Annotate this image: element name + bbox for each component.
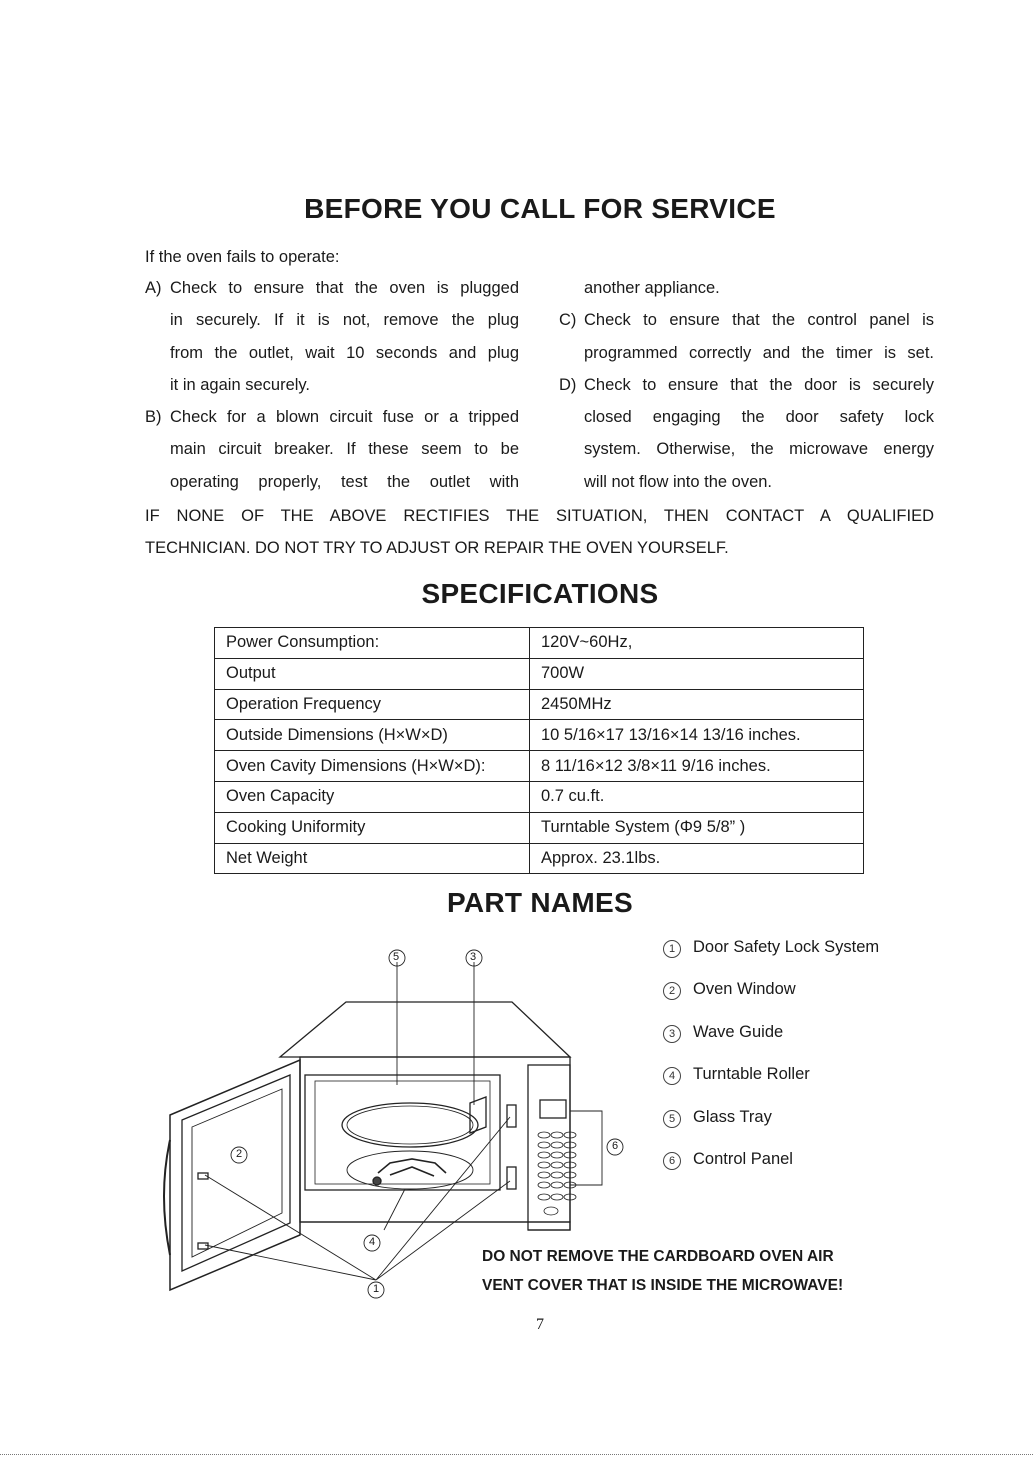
- intro-text: If the oven fails to operate:: [145, 248, 340, 266]
- item-line: from the outlet, wait 10 seconds and plug: [170, 343, 519, 362]
- part-names-legend: [663, 938, 879, 1192]
- table-row: [215, 812, 864, 843]
- spec-value: 2450MHz: [530, 689, 864, 720]
- item-line: system. Otherwise, the microwave energy: [584, 440, 934, 459]
- list-item: [663, 980, 879, 1022]
- spec-value: 120V~60Hz,: [530, 628, 864, 659]
- item-line: another appliance.: [584, 279, 720, 297]
- item-marker: D): [559, 375, 577, 394]
- item-line: main circuit breaker. If these seem to be: [170, 440, 519, 459]
- callout-label: 1: [373, 1283, 380, 1295]
- item-line: Check to ensure that the control panel is: [584, 311, 934, 330]
- spec-label: Net Weight: [215, 843, 530, 874]
- spec-label: Operation Frequency: [215, 689, 530, 720]
- specifications-title: SPECIFICATIONS: [421, 578, 659, 609]
- page-divider: [0, 1454, 1033, 1455]
- table-row: [215, 720, 864, 751]
- spec-label: Oven Cavity Dimensions (H×W×D):: [215, 751, 530, 782]
- item-line: programmed correctly and the timer is set.: [584, 343, 934, 362]
- callout-label: 4: [369, 1236, 376, 1248]
- item-line: Check to ensure that the oven is plugged: [170, 279, 519, 297]
- table-row: [215, 689, 864, 720]
- list-item: [145, 272, 519, 401]
- part-number: 3: [663, 1025, 681, 1043]
- list-item: [663, 1023, 879, 1065]
- item-line: will not flow into the oven.: [584, 472, 773, 491]
- item-line: it in again securely.: [170, 375, 311, 394]
- page-number: 7: [536, 1316, 544, 1333]
- list-item: [663, 1065, 879, 1107]
- item-marker: C): [559, 311, 577, 330]
- cardboard-notice: [482, 1242, 843, 1300]
- part-name: Control Panel: [693, 1149, 793, 1168]
- spec-value: 700W: [530, 658, 864, 689]
- list-item: [663, 1108, 879, 1150]
- part-name: Oven Window: [693, 980, 796, 999]
- part-number: 2: [663, 982, 681, 1000]
- part-number: 4: [663, 1067, 681, 1085]
- spec-label: Power Consumption:: [215, 628, 530, 659]
- spec-value: 10 5/16×17 13/16×14 13/16 inches.: [530, 720, 864, 751]
- spec-label: Output: [215, 658, 530, 689]
- item-line: operating properly, test the outlet with: [170, 472, 519, 491]
- table-row: [215, 751, 864, 782]
- callout-label: 5: [393, 951, 400, 963]
- list-item: [559, 304, 934, 369]
- table-row: [215, 658, 864, 689]
- spec-label: Cooking Uniformity: [215, 812, 530, 843]
- table-row: [215, 843, 864, 874]
- spec-label: Outside Dimensions (H×W×D): [215, 720, 530, 751]
- spec-value: 8 11/16×12 3/8×11 9/16 inches.: [530, 751, 864, 782]
- warning-line: TECHNICIAN. DO NOT TRY TO ADJUST OR REPAIR THE OVEN YOURSELF.: [145, 539, 729, 557]
- item-line: Check to ensure that the door is securely: [584, 375, 934, 394]
- item-marker: A): [145, 279, 162, 297]
- specifications-table: [214, 627, 864, 874]
- item-line: in securely. If it is not, remove the plug: [170, 311, 519, 330]
- part-name: Wave Guide: [693, 1022, 784, 1041]
- warning-line: IF NONE OF THE ABOVE RECTIFIES THE SITUATION, THEN CONTACT A QUALIFIED: [145, 507, 934, 525]
- part-names-title: PART NAMES: [446, 887, 634, 918]
- spec-value: 0.7 cu.ft.: [530, 781, 864, 812]
- part-number: 1: [663, 940, 681, 958]
- page-title: BEFORE YOU CALL FOR SERVICE: [304, 193, 776, 224]
- part-number: 6: [663, 1152, 681, 1170]
- callout-label: 6: [612, 1140, 619, 1152]
- table-row: [215, 628, 864, 659]
- item-line: closed engaging the door safety lock: [584, 408, 934, 427]
- right-column: [559, 272, 934, 498]
- table-row: [215, 781, 864, 812]
- part-name: Turntable Roller: [693, 1065, 810, 1084]
- callout-label: 3: [470, 951, 477, 963]
- spec-value: Turntable System (Φ9 5/8” ): [530, 812, 864, 843]
- part-name: Glass Tray: [693, 1107, 772, 1126]
- list-item: [559, 369, 934, 498]
- callout-label: 2: [236, 1148, 243, 1160]
- spec-label: Oven Capacity: [215, 781, 530, 812]
- notice-line: VENT COVER THAT IS INSIDE THE MICROWAVE!: [482, 1277, 844, 1294]
- list-item: [145, 401, 519, 498]
- part-number: 5: [663, 1110, 681, 1128]
- item-line: Check for a blown circuit fuse or a tripped: [170, 408, 519, 427]
- notice-line: DO NOT REMOVE THE CARDBOARD OVEN AIR: [482, 1248, 834, 1265]
- spec-value: Approx. 23.1lbs.: [530, 843, 864, 874]
- list-item: [663, 938, 879, 980]
- part-name: Door Safety Lock System: [693, 938, 880, 956]
- list-item: [559, 272, 934, 304]
- list-item: [663, 1150, 879, 1192]
- left-column: [145, 272, 519, 498]
- item-marker: B): [145, 408, 162, 427]
